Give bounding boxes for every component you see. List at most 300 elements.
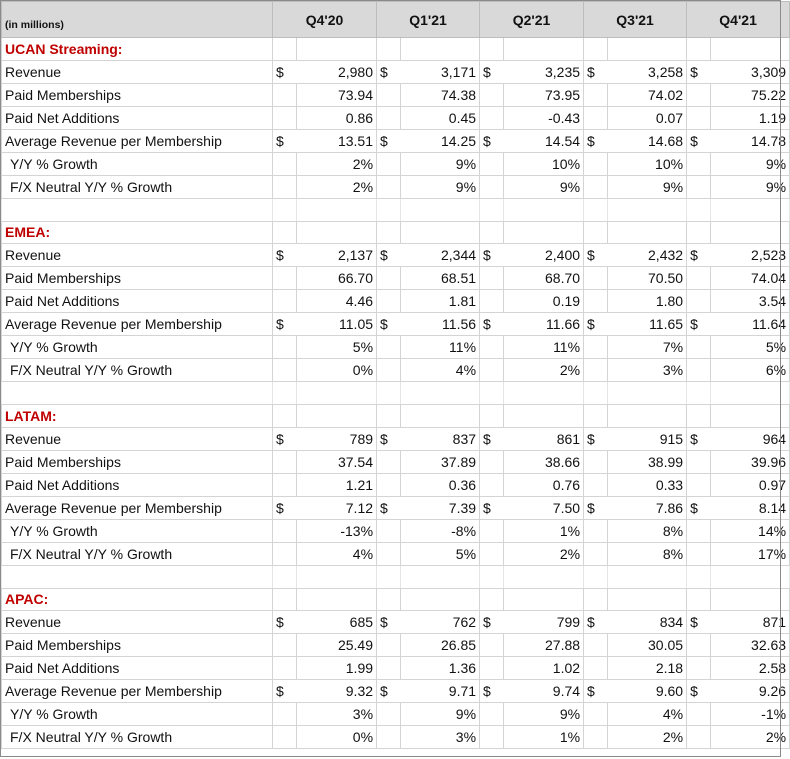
empty-cell bbox=[711, 588, 790, 611]
currency-cell bbox=[584, 726, 608, 749]
value-cell: 1.99 bbox=[297, 657, 377, 680]
value-cell: 0% bbox=[297, 359, 377, 382]
table-row bbox=[2, 313, 790, 336]
currency-cell bbox=[273, 542, 297, 565]
table-row bbox=[2, 129, 790, 152]
value-cell: 9% bbox=[401, 152, 480, 175]
currency-cell: $ bbox=[273, 611, 297, 634]
currency-cell bbox=[273, 519, 297, 542]
currency-cell: $ bbox=[273, 427, 297, 450]
currency-cell bbox=[687, 336, 711, 359]
currency-cell bbox=[273, 175, 297, 198]
value-cell: 0.45 bbox=[401, 106, 480, 129]
value-cell: 9.26 bbox=[711, 680, 790, 703]
value-cell: 1.19 bbox=[711, 106, 790, 129]
currency-cell bbox=[377, 473, 401, 496]
empty-cell bbox=[480, 382, 504, 405]
value-cell: 964 bbox=[711, 427, 790, 450]
row-label: Y/Y % Growth bbox=[2, 703, 273, 726]
value-cell: 30.05 bbox=[608, 634, 687, 657]
value-cell: 0.33 bbox=[608, 473, 687, 496]
value-cell: 837 bbox=[401, 427, 480, 450]
value-cell: 4% bbox=[401, 359, 480, 382]
currency-cell bbox=[377, 83, 401, 106]
empty-cell bbox=[480, 198, 504, 221]
empty-cell bbox=[377, 588, 401, 611]
row-label: Paid Memberships bbox=[2, 267, 273, 290]
empty-cell bbox=[504, 221, 584, 244]
value-cell: 3% bbox=[608, 359, 687, 382]
currency-cell bbox=[687, 267, 711, 290]
empty-cell bbox=[584, 221, 608, 244]
row-label: Paid Memberships bbox=[2, 634, 273, 657]
row-label: Paid Memberships bbox=[2, 450, 273, 473]
value-cell: 1% bbox=[504, 519, 584, 542]
row-label: F/X Neutral Y/Y % Growth bbox=[2, 726, 273, 749]
row-label: F/X Neutral Y/Y % Growth bbox=[2, 175, 273, 198]
currency-cell bbox=[687, 106, 711, 129]
section-header-row bbox=[2, 221, 790, 244]
value-cell: 14.25 bbox=[401, 129, 480, 152]
currency-cell: $ bbox=[584, 313, 608, 336]
value-cell: 11% bbox=[504, 336, 584, 359]
currency-cell: $ bbox=[273, 244, 297, 267]
row-label: Revenue bbox=[2, 427, 273, 450]
value-cell: 1.81 bbox=[401, 290, 480, 313]
currency-cell bbox=[273, 473, 297, 496]
value-cell: 2% bbox=[297, 152, 377, 175]
value-cell: 8% bbox=[608, 542, 687, 565]
currency-cell bbox=[687, 542, 711, 565]
section-title: LATAM: bbox=[2, 405, 273, 428]
currency-cell: $ bbox=[687, 611, 711, 634]
table-row bbox=[2, 726, 790, 749]
empty-cell bbox=[297, 38, 377, 61]
value-cell: 6% bbox=[711, 359, 790, 382]
unit-label: (in millions) bbox=[2, 2, 273, 38]
value-cell: 70.50 bbox=[608, 267, 687, 290]
empty-cell bbox=[687, 565, 711, 588]
value-cell: 37.89 bbox=[401, 450, 480, 473]
value-cell: 2% bbox=[504, 542, 584, 565]
row-label: Revenue bbox=[2, 60, 273, 83]
empty-cell bbox=[2, 565, 273, 588]
currency-cell bbox=[480, 726, 504, 749]
empty-cell bbox=[401, 405, 480, 428]
currency-cell bbox=[687, 703, 711, 726]
currency-cell bbox=[584, 152, 608, 175]
currency-cell bbox=[480, 519, 504, 542]
empty-cell bbox=[273, 198, 297, 221]
empty-cell bbox=[608, 405, 687, 428]
empty-cell bbox=[687, 38, 711, 61]
empty-cell bbox=[480, 38, 504, 61]
value-cell: 861 bbox=[504, 427, 584, 450]
value-cell: 3,171 bbox=[401, 60, 480, 83]
value-cell: 1.02 bbox=[504, 657, 584, 680]
value-cell: 39.96 bbox=[711, 450, 790, 473]
currency-cell bbox=[480, 473, 504, 496]
value-cell: 38.66 bbox=[504, 450, 584, 473]
currency-cell bbox=[687, 657, 711, 680]
row-label: Y/Y % Growth bbox=[2, 519, 273, 542]
currency-cell bbox=[480, 336, 504, 359]
currency-cell: $ bbox=[273, 496, 297, 519]
currency-cell bbox=[584, 634, 608, 657]
empty-cell bbox=[401, 565, 480, 588]
currency-cell bbox=[584, 336, 608, 359]
empty-cell bbox=[480, 588, 504, 611]
quarter-header: Q2'21 bbox=[480, 2, 584, 38]
row-label: F/X Neutral Y/Y % Growth bbox=[2, 359, 273, 382]
currency-cell bbox=[273, 450, 297, 473]
empty-cell bbox=[377, 198, 401, 221]
currency-cell: $ bbox=[584, 680, 608, 703]
value-cell: 11.64 bbox=[711, 313, 790, 336]
value-cell: 9% bbox=[504, 703, 584, 726]
value-cell: -1% bbox=[711, 703, 790, 726]
table-row bbox=[2, 496, 790, 519]
empty-cell bbox=[504, 588, 584, 611]
empty-cell bbox=[480, 221, 504, 244]
currency-cell bbox=[687, 450, 711, 473]
value-cell: 4% bbox=[297, 542, 377, 565]
currency-cell bbox=[273, 106, 297, 129]
value-cell: 11.66 bbox=[504, 313, 584, 336]
currency-cell bbox=[273, 152, 297, 175]
empty-cell bbox=[608, 565, 687, 588]
currency-cell: $ bbox=[687, 244, 711, 267]
empty-cell bbox=[377, 405, 401, 428]
currency-cell bbox=[377, 336, 401, 359]
currency-cell bbox=[377, 267, 401, 290]
currency-cell bbox=[584, 519, 608, 542]
row-label: Average Revenue per Membership bbox=[2, 680, 273, 703]
section-title: APAC: bbox=[2, 588, 273, 611]
value-cell: 14.68 bbox=[608, 129, 687, 152]
row-label: Paid Net Additions bbox=[2, 473, 273, 496]
value-cell: 9.60 bbox=[608, 680, 687, 703]
currency-cell: $ bbox=[584, 496, 608, 519]
empty-cell bbox=[504, 382, 584, 405]
table-row bbox=[2, 427, 790, 450]
value-cell: 0.76 bbox=[504, 473, 584, 496]
table-row bbox=[2, 152, 790, 175]
table-row bbox=[2, 473, 790, 496]
value-cell: 3.54 bbox=[711, 290, 790, 313]
value-cell: 1% bbox=[504, 726, 584, 749]
row-label: Average Revenue per Membership bbox=[2, 496, 273, 519]
value-cell: 3% bbox=[401, 726, 480, 749]
empty-cell bbox=[711, 565, 790, 588]
value-cell: 11% bbox=[401, 336, 480, 359]
empty-cell bbox=[480, 405, 504, 428]
empty-cell bbox=[608, 221, 687, 244]
value-cell: 0.86 bbox=[297, 106, 377, 129]
empty-cell bbox=[273, 405, 297, 428]
value-cell: -13% bbox=[297, 519, 377, 542]
value-cell: 38.99 bbox=[608, 450, 687, 473]
empty-cell bbox=[711, 198, 790, 221]
value-cell: 9% bbox=[401, 175, 480, 198]
quarter-header: Q4'21 bbox=[687, 2, 790, 38]
currency-cell bbox=[687, 634, 711, 657]
section-title: UCAN Streaming: bbox=[2, 38, 273, 61]
empty-cell bbox=[584, 405, 608, 428]
quarter-header: Q4'20 bbox=[273, 2, 377, 38]
spacer-row bbox=[2, 198, 790, 221]
currency-cell: $ bbox=[377, 244, 401, 267]
currency-cell bbox=[377, 703, 401, 726]
empty-cell bbox=[401, 198, 480, 221]
row-label: Revenue bbox=[2, 244, 273, 267]
currency-cell bbox=[584, 450, 608, 473]
value-cell: 3,258 bbox=[608, 60, 687, 83]
value-cell: 26.85 bbox=[401, 634, 480, 657]
value-cell: 762 bbox=[401, 611, 480, 634]
empty-cell bbox=[273, 588, 297, 611]
currency-cell: $ bbox=[480, 611, 504, 634]
value-cell: 4% bbox=[608, 703, 687, 726]
currency-cell bbox=[377, 359, 401, 382]
table-row bbox=[2, 336, 790, 359]
currency-cell: $ bbox=[273, 60, 297, 83]
currency-cell bbox=[377, 726, 401, 749]
empty-cell bbox=[377, 565, 401, 588]
currency-cell: $ bbox=[377, 680, 401, 703]
value-cell: 915 bbox=[608, 427, 687, 450]
currency-cell bbox=[584, 359, 608, 382]
table-row bbox=[2, 542, 790, 565]
row-label: Y/Y % Growth bbox=[2, 152, 273, 175]
currency-cell bbox=[584, 267, 608, 290]
currency-cell bbox=[377, 175, 401, 198]
empty-cell bbox=[297, 565, 377, 588]
empty-cell bbox=[687, 405, 711, 428]
currency-cell bbox=[480, 634, 504, 657]
value-cell: 7% bbox=[608, 336, 687, 359]
empty-cell bbox=[2, 382, 273, 405]
row-label: Paid Memberships bbox=[2, 83, 273, 106]
currency-cell: $ bbox=[480, 496, 504, 519]
value-cell: 10% bbox=[608, 152, 687, 175]
empty-cell bbox=[504, 38, 584, 61]
currency-cell bbox=[377, 450, 401, 473]
value-cell: 1.36 bbox=[401, 657, 480, 680]
table-row bbox=[2, 634, 790, 657]
empty-cell bbox=[297, 382, 377, 405]
value-cell: 13.51 bbox=[297, 129, 377, 152]
quarter-header: Q1'21 bbox=[377, 2, 480, 38]
empty-cell bbox=[480, 565, 504, 588]
currency-cell bbox=[377, 106, 401, 129]
empty-cell bbox=[401, 38, 480, 61]
value-cell: 11.65 bbox=[608, 313, 687, 336]
value-cell: 0.07 bbox=[608, 106, 687, 129]
currency-cell bbox=[273, 657, 297, 680]
value-cell: 9% bbox=[504, 175, 584, 198]
value-cell: 27.88 bbox=[504, 634, 584, 657]
section-header-row bbox=[2, 405, 790, 428]
currency-cell bbox=[377, 657, 401, 680]
value-cell: 2% bbox=[504, 359, 584, 382]
value-cell: 32.63 bbox=[711, 634, 790, 657]
currency-cell bbox=[687, 473, 711, 496]
value-cell: 14.78 bbox=[711, 129, 790, 152]
currency-cell bbox=[480, 267, 504, 290]
value-cell: 73.95 bbox=[504, 83, 584, 106]
empty-cell bbox=[584, 588, 608, 611]
value-cell: 14.54 bbox=[504, 129, 584, 152]
empty-cell bbox=[687, 221, 711, 244]
value-cell: 7.39 bbox=[401, 496, 480, 519]
empty-cell bbox=[687, 198, 711, 221]
empty-cell bbox=[297, 198, 377, 221]
currency-cell bbox=[687, 83, 711, 106]
empty-cell bbox=[711, 382, 790, 405]
currency-cell bbox=[480, 106, 504, 129]
table-row bbox=[2, 290, 790, 313]
empty-cell bbox=[2, 198, 273, 221]
currency-cell: $ bbox=[584, 427, 608, 450]
empty-cell bbox=[504, 405, 584, 428]
value-cell: 2,432 bbox=[608, 244, 687, 267]
currency-cell bbox=[687, 726, 711, 749]
currency-cell bbox=[480, 657, 504, 680]
value-cell: 9% bbox=[401, 703, 480, 726]
table-row bbox=[2, 83, 790, 106]
currency-cell: $ bbox=[687, 427, 711, 450]
value-cell: 8% bbox=[608, 519, 687, 542]
currency-cell bbox=[584, 290, 608, 313]
table-row bbox=[2, 680, 790, 703]
value-cell: 5% bbox=[401, 542, 480, 565]
row-label: Paid Net Additions bbox=[2, 657, 273, 680]
value-cell: 8.14 bbox=[711, 496, 790, 519]
currency-cell bbox=[480, 542, 504, 565]
section-header-row bbox=[2, 38, 790, 61]
value-cell: 2% bbox=[297, 175, 377, 198]
currency-cell: $ bbox=[687, 313, 711, 336]
value-cell: 75.22 bbox=[711, 83, 790, 106]
currency-cell: $ bbox=[273, 680, 297, 703]
currency-cell bbox=[273, 336, 297, 359]
empty-cell bbox=[711, 221, 790, 244]
currency-cell bbox=[584, 83, 608, 106]
currency-cell bbox=[480, 175, 504, 198]
currency-cell bbox=[687, 175, 711, 198]
value-cell: 799 bbox=[504, 611, 584, 634]
quarter-header: Q3'21 bbox=[584, 2, 687, 38]
value-cell: 9.71 bbox=[401, 680, 480, 703]
empty-cell bbox=[711, 38, 790, 61]
value-cell: 74.04 bbox=[711, 267, 790, 290]
table-body bbox=[2, 2, 790, 749]
currency-cell: $ bbox=[377, 611, 401, 634]
currency-cell: $ bbox=[480, 680, 504, 703]
currency-cell: $ bbox=[480, 427, 504, 450]
value-cell: 0.97 bbox=[711, 473, 790, 496]
currency-cell: $ bbox=[584, 244, 608, 267]
currency-cell bbox=[273, 267, 297, 290]
empty-cell bbox=[297, 405, 377, 428]
currency-cell: $ bbox=[687, 60, 711, 83]
row-label: Average Revenue per Membership bbox=[2, 129, 273, 152]
value-cell: -8% bbox=[401, 519, 480, 542]
empty-cell bbox=[584, 382, 608, 405]
currency-cell: $ bbox=[273, 313, 297, 336]
value-cell: 68.51 bbox=[401, 267, 480, 290]
table-row bbox=[2, 60, 790, 83]
currency-cell: $ bbox=[377, 313, 401, 336]
value-cell: 74.38 bbox=[401, 83, 480, 106]
currency-cell bbox=[273, 83, 297, 106]
row-label: F/X Neutral Y/Y % Growth bbox=[2, 542, 273, 565]
empty-cell bbox=[504, 198, 584, 221]
value-cell: 4.46 bbox=[297, 290, 377, 313]
currency-cell bbox=[273, 359, 297, 382]
currency-cell: $ bbox=[273, 129, 297, 152]
empty-cell bbox=[401, 221, 480, 244]
value-cell: 25.49 bbox=[297, 634, 377, 657]
currency-cell bbox=[584, 106, 608, 129]
spacer-row bbox=[2, 565, 790, 588]
empty-cell bbox=[377, 221, 401, 244]
value-cell: 9.74 bbox=[504, 680, 584, 703]
currency-cell bbox=[480, 152, 504, 175]
currency-cell bbox=[273, 290, 297, 313]
empty-cell bbox=[687, 588, 711, 611]
currency-cell bbox=[273, 703, 297, 726]
financial-table bbox=[1, 1, 790, 749]
currency-cell bbox=[480, 83, 504, 106]
empty-cell bbox=[608, 382, 687, 405]
value-cell: 2,523 bbox=[711, 244, 790, 267]
currency-cell bbox=[584, 657, 608, 680]
empty-cell bbox=[297, 221, 377, 244]
empty-cell bbox=[608, 38, 687, 61]
value-cell: 0.19 bbox=[504, 290, 584, 313]
value-cell: 74.02 bbox=[608, 83, 687, 106]
currency-cell: $ bbox=[480, 60, 504, 83]
value-cell: 7.12 bbox=[297, 496, 377, 519]
section-title: EMEA: bbox=[2, 221, 273, 244]
empty-cell bbox=[608, 588, 687, 611]
table-row bbox=[2, 703, 790, 726]
currency-cell: $ bbox=[584, 129, 608, 152]
value-cell: 0% bbox=[297, 726, 377, 749]
value-cell: 11.05 bbox=[297, 313, 377, 336]
currency-cell bbox=[584, 703, 608, 726]
currency-cell bbox=[480, 450, 504, 473]
currency-cell bbox=[480, 703, 504, 726]
value-cell: 73.94 bbox=[297, 83, 377, 106]
value-cell: 2,137 bbox=[297, 244, 377, 267]
table-row bbox=[2, 450, 790, 473]
table-row bbox=[2, 267, 790, 290]
value-cell: 2,400 bbox=[504, 244, 584, 267]
currency-cell: $ bbox=[480, 129, 504, 152]
currency-cell: $ bbox=[480, 313, 504, 336]
empty-cell bbox=[377, 382, 401, 405]
value-cell: 66.70 bbox=[297, 267, 377, 290]
empty-cell bbox=[273, 565, 297, 588]
empty-cell bbox=[377, 38, 401, 61]
value-cell: 2% bbox=[711, 726, 790, 749]
currency-cell bbox=[377, 542, 401, 565]
value-cell: 37.54 bbox=[297, 450, 377, 473]
empty-cell bbox=[273, 382, 297, 405]
